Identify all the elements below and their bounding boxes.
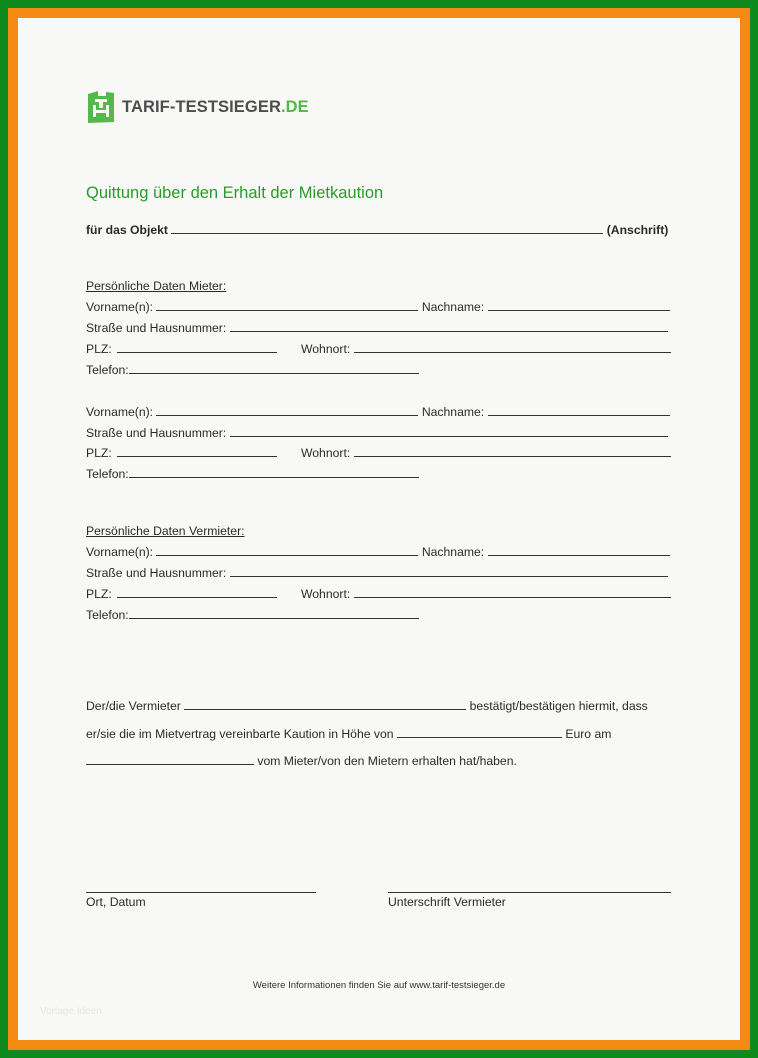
- vorname-label: Vorname(n):: [86, 300, 154, 314]
- landlord-vorname-field[interactable]: [156, 545, 418, 556]
- logo[interactable]: [86, 90, 309, 124]
- nachname-label: Nachname:: [421, 545, 485, 559]
- landlord-wohnort-row: [301, 587, 671, 601]
- tenant2-street-row: [86, 426, 668, 440]
- statement-line-3: [86, 754, 517, 768]
- statement-line1-suffix: bestätigt/bestätigen hiermit, dass: [469, 699, 648, 713]
- tenant2-plz-label: PLZ:: [86, 446, 112, 460]
- object-line: [86, 223, 668, 237]
- watermark: Vorlage Ideen: [40, 1006, 102, 1017]
- nachname-label: Nachname:: [421, 300, 485, 314]
- object-address-blank[interactable]: [171, 223, 603, 234]
- logo-tld-text: .DE: [280, 97, 309, 116]
- document-page: [18, 18, 740, 1040]
- tenant1-street-row: [86, 321, 668, 335]
- tenant2-strasse-field[interactable]: [230, 426, 668, 437]
- landlord-name-row: [86, 545, 670, 559]
- tenant1-wohnort-row: [301, 342, 671, 356]
- tenant-heading: Persönliche Daten Mieter:: [86, 279, 227, 293]
- statement-landlord-field[interactable]: [184, 699, 466, 710]
- statement-date-field[interactable]: [86, 754, 254, 765]
- tenant1-wohnort-field[interactable]: [354, 342, 671, 353]
- strasse-label: Straße und Hausnummer:: [86, 566, 227, 580]
- building-blocks-logo-icon: [86, 90, 116, 124]
- statement-line3-suffix: vom Mieter/von den Mietern erhalten hat/haben.: [257, 754, 517, 768]
- tenant1-phone-row: [86, 363, 419, 377]
- object-suffix: (Anschrift): [606, 223, 669, 237]
- landlord-phone-row: [86, 608, 419, 622]
- landlord-plz-field-wrap: [117, 587, 277, 601]
- statement-line2-prefix: er/sie die im Mietvertrag vereinbarte Kaution in Höhe von: [86, 727, 394, 741]
- landlord-street-row: [86, 566, 668, 580]
- landlord-signature-label: Unterschrift Vermieter: [388, 895, 506, 909]
- tenant1-strasse-field[interactable]: [230, 321, 668, 332]
- tenant1-plz-field[interactable]: [117, 342, 277, 353]
- landlord-plz-field[interactable]: [117, 587, 277, 598]
- landlord-strasse-field[interactable]: [230, 566, 668, 577]
- statement-line1-prefix: Der/die Vermieter: [86, 699, 181, 713]
- statement-line-1: [86, 699, 648, 713]
- place-date-signature-line[interactable]: [86, 892, 316, 893]
- tenant2-vorname-field[interactable]: [156, 405, 418, 416]
- landlord-wohnort-field[interactable]: [354, 587, 671, 598]
- tenant2-wohnort-row: [301, 446, 671, 460]
- telefon-label: Telefon:: [86, 467, 129, 481]
- nachname-label: Nachname:: [421, 405, 485, 419]
- document-title: Quittung über den Erhalt der Mietkaution: [86, 184, 384, 202]
- landlord-plz-label: PLZ:: [86, 587, 112, 601]
- telefon-label: Telefon:: [86, 608, 129, 622]
- footer-note: Weitere Informationen finden Sie auf www.tarif-testsieger.de: [252, 980, 506, 991]
- statement-line-2: [86, 727, 611, 741]
- tenant1-telefon-field[interactable]: [129, 363, 419, 374]
- tenant2-phone-row: [86, 467, 419, 481]
- tenant1-plz-field-wrap: [117, 342, 277, 356]
- wohnort-label: Wohnort:: [301, 342, 351, 356]
- wohnort-label: Wohnort:: [301, 587, 351, 601]
- landlord-heading: Persönliche Daten Vermieter:: [86, 524, 245, 538]
- tenant1-name-row: [86, 300, 670, 314]
- object-label: für das Objekt: [86, 223, 168, 237]
- tenant2-nachname-field[interactable]: [488, 405, 670, 416]
- tenant1-vorname-field[interactable]: [156, 300, 418, 311]
- place-date-label: Ort, Datum: [86, 895, 146, 909]
- statement-line2-suffix: Euro am: [565, 727, 612, 741]
- vorname-label: Vorname(n):: [86, 545, 154, 559]
- tenant1-nachname-field[interactable]: [488, 300, 670, 311]
- landlord-nachname-field[interactable]: [488, 545, 670, 556]
- logo-brand-text: TARIF-TESTSIEGER: [122, 97, 281, 116]
- statement-amount-field[interactable]: [397, 727, 562, 738]
- tenant2-plz-field-wrap: [117, 446, 277, 460]
- telefon-label: Telefon:: [86, 363, 129, 377]
- tenant2-plz-field[interactable]: [117, 446, 277, 457]
- strasse-label: Straße und Hausnummer:: [86, 321, 227, 335]
- strasse-label: Straße und Hausnummer:: [86, 426, 227, 440]
- wohnort-label: Wohnort:: [301, 446, 351, 460]
- tenant2-telefon-field[interactable]: [129, 467, 419, 478]
- tenant2-wohnort-field[interactable]: [354, 446, 671, 457]
- landlord-telefon-field[interactable]: [129, 608, 419, 619]
- landlord-signature-line[interactable]: [388, 892, 671, 893]
- vorname-label: Vorname(n):: [86, 405, 154, 419]
- tenant2-name-row: [86, 405, 670, 419]
- tenant1-plz-label: PLZ:: [86, 342, 112, 356]
